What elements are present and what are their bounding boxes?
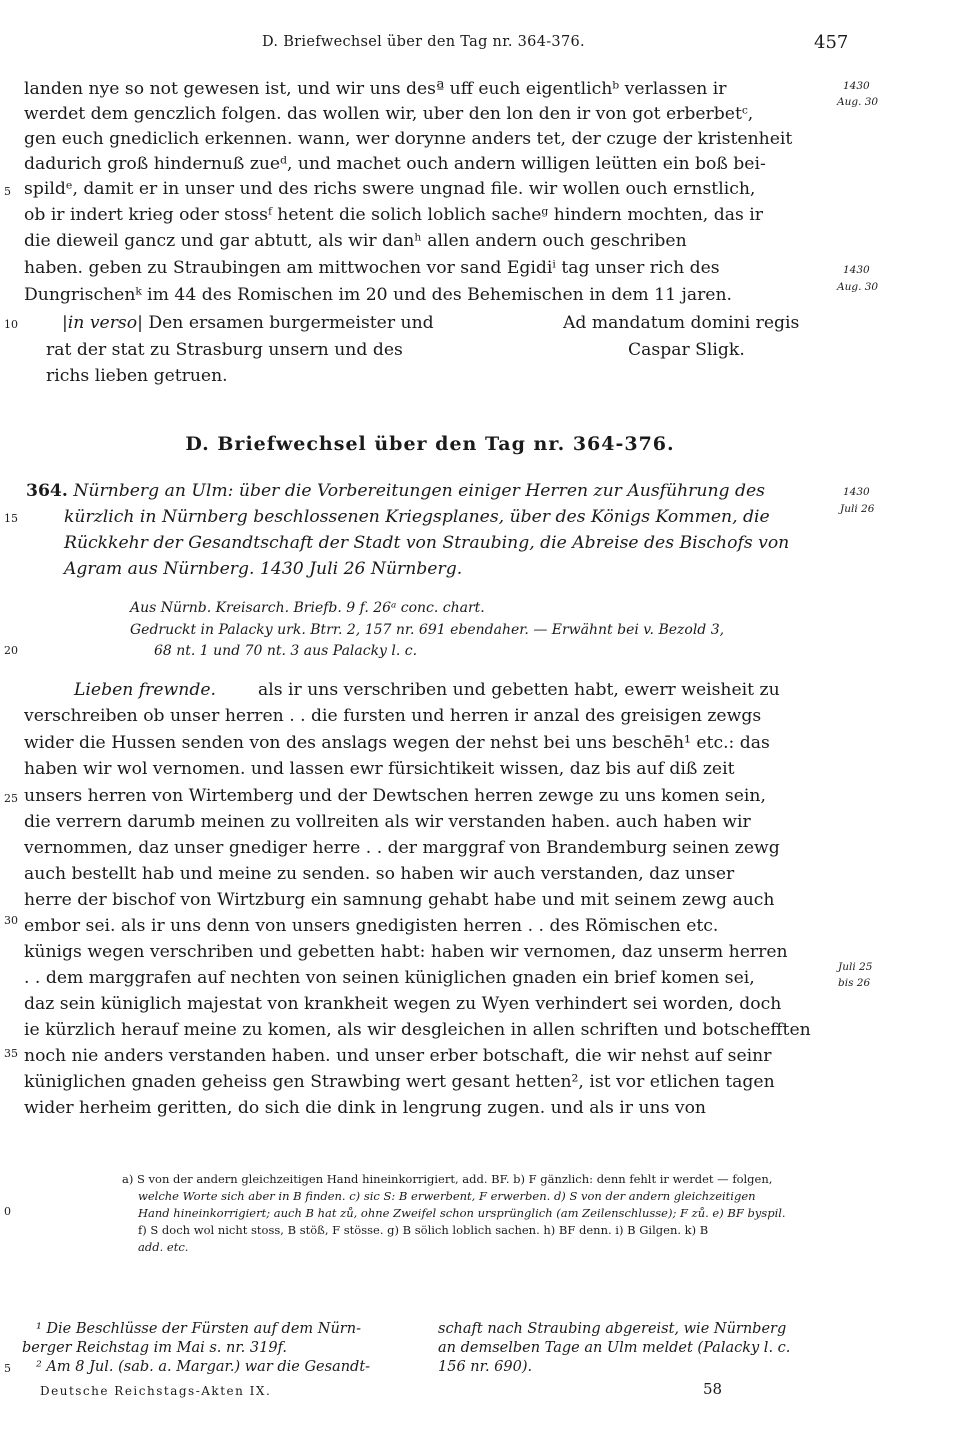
page-header (0, 34, 960, 58)
margin-date: 1430 (843, 486, 870, 498)
body-line: haben wir wol vernomen. und lassen ewr fürsichtikeit wissen, daz bis auf diß zeit (24, 759, 735, 779)
address-line-2: rat der stat zu Strasburg unsern und des (46, 340, 403, 360)
body-line: küniglichen gnaden geheiss gen Strawbing wert gesant hetten², ist vor etlichen tagen (24, 1072, 775, 1092)
line-number: 5 (4, 185, 11, 198)
body-line: embor sei. als ir uns denn von unsers gnedigisten herren . . des Römischen etc. (24, 916, 719, 936)
source-line-2: Gedruckt in Palacky urk. Btrr. 2, 157 nr. 691 ebendaher. — Erwähnt bei v. Bezold 3, (130, 622, 725, 638)
source-line-3: 68 nt. 1 und 70 nt. 3 aus Palacky l. c. (154, 643, 418, 659)
prev-line-1: landen nye so not gewesen ist, und wir uns desª uff euch eigentlichᵇ verlassen ir (24, 79, 727, 99)
footnote-line: an demselben Tage an Ulm meldet (Palacky l. c. (438, 1340, 791, 1356)
address-line-3: richs lieben getruen. (46, 366, 228, 386)
margin-date: Juli 25 (838, 961, 873, 973)
variant-note-line: Hand hineinkorrigiert; auch B hat zů, ohne Zweifel schon ursprünglich (am Zeilenschlusse); F zů. e) BF byspil. (138, 1206, 786, 1220)
margin-date: 1430 (843, 264, 870, 276)
footnote-line: schaft nach Straubing abgereist, wie Nürnberg (438, 1321, 787, 1337)
prev-line-5: spildᵉ, damit er in unser und des richs swere ungnad file. wir wollen ouch ernstlich, (24, 179, 756, 199)
signature-title: Deutsche Reichstags-Akten IX. (40, 1384, 272, 1398)
body-line: wider herheim geritten, do sich die dink in lengrung zugen. und als ir uns von (24, 1098, 707, 1118)
prev-line-4: dadurich groß hindernuß zueᵈ, und machet ouch andern willigen leütten ein boß bei- (24, 154, 766, 174)
body-line: ie kürzlich herauf meine zu komen, als wir desgleichen in allen schriften und botschefften (24, 1020, 811, 1040)
summary-line-3: Rückkehr der Gesandtschaft der Stadt von Straubing, die Abreise des Bischofs von (64, 533, 790, 553)
line-number: 10 (4, 318, 18, 331)
line-number: 0 (4, 1205, 11, 1218)
in-verso-label: in verso (67, 313, 138, 333)
footnote-line: ² Am 8 Jul. (sab. a. Margar.) war die Gesandt- (36, 1359, 371, 1375)
salutation: Lieben frewnde. (74, 680, 216, 700)
variant-note-line: f) S doch wol nicht stoss, B stöß, F stösse. g) B sölich loblich sachen. h) BF denn. i) B Gilgen. k) B (138, 1223, 709, 1237)
footnote-line: berger Reichstag im Mai s. nr. 319f. (22, 1340, 288, 1356)
line-number: 5 (4, 1362, 11, 1375)
margin-date: bis 26 (838, 977, 871, 989)
body-line: herre der bischof von Wirtzburg ein samnung gehabt habe und mit seinem zewg auch (24, 890, 775, 910)
page-number: 457 (814, 32, 849, 53)
section-heading: D. Briefwechsel über den Tag nr. 364-376. (185, 433, 675, 455)
sheet-number: 58 (703, 1380, 723, 1398)
address-line-1: Den ersamen burgermeister und (148, 313, 434, 333)
margin-date: Aug. 30 (837, 281, 879, 293)
mandatum-line: Ad mandatum domini regis (563, 313, 800, 333)
prev-line-6: ob ir indert krieg oder stossᶠ hetent die solich loblich sacheᵍ hindern mochten, das ir (24, 205, 763, 225)
line-number: 35 (4, 1047, 18, 1060)
margin-date: Juli 26 (840, 503, 875, 515)
body-line: . . dem marggrafen auf nechten von seinen küniglichen gnaden ein brief komen sei, (24, 968, 755, 988)
margin-date: 1430 (843, 80, 870, 92)
summary-line-4: Agram aus Nürnberg. 1430 Juli 26 Nürnberg. (64, 559, 463, 579)
prev-line-7: die dieweil gancz und gar abtutt, als wir danʰ allen andern ouch geschriben (24, 231, 687, 251)
prev-line-3: gen euch gnediclich erkennen. wann, wer dorynne anders tet, der czuge der kristenheit (24, 129, 793, 149)
line-number: 20 (4, 644, 18, 657)
prev-line-8: haben. geben zu Straubingen am mittwochen vor sand Egidiⁱ tag unser rich des (24, 258, 720, 278)
body-line: noch nie anders verstanden haben. und unser erber botschaft, die wir nehst auf seinr (24, 1046, 772, 1066)
variant-note-line: a) S von der andern gleichzeitigen Hand hineinkorrigiert, add. BF. b) F gänzlich: denn fehlt ir werdet — folgen, (122, 1172, 773, 1186)
body-line: auch bestellt hab und meine zu senden. so haben wir auch verstanden, daz unser (24, 864, 735, 884)
prev-line-9: Dungrischenᵏ im 44 des Romischen im 20 und des Behemischen in dem 11 jaren. (24, 285, 732, 305)
body-line: wider die Hussen senden von des anslags wegen der nehst bei uns beschēh¹ etc.: das (24, 733, 770, 753)
body-line: die verrern darumb meinen zu vollreiten als wir verstanden haben. auch haben wir (24, 812, 751, 832)
running-title: D. Briefwechsel über den Tag nr. 364-376. (262, 34, 585, 50)
body-line: unsers herren von Wirtemberg und der Dewtschen herren zewge zu uns komen sein, (24, 786, 766, 806)
body-line-1: als ir uns verschriben und gebetten habt, ewerr weisheit zu (258, 680, 780, 700)
body-line: vernommen, daz unser gnediger herre . . der marggraf von Brandemburg seinen zewg (24, 838, 780, 858)
prev-line-2: werdet dem genczlich folgen. das wollen wir, uber den lon den ir von got erberbetᶜ, (24, 104, 754, 124)
variant-note-line: add. etc. (138, 1240, 189, 1254)
line-number: 15 (4, 512, 18, 525)
footnote-line: 156 nr. 690). (438, 1359, 533, 1375)
signer: Caspar Sligk. (628, 340, 745, 360)
body-line: künigs wegen verschriben und gebetten habt: haben wir vernomen, daz unserm herren (24, 942, 788, 962)
body-line: daz sein küniglich majestat von krankheit wegen zu Wyen verhindert sei worden, doch (24, 994, 782, 1014)
body-line: verschreiben ob unser herren . . die fursten und herren ir anzal des greisigen zewgs (24, 706, 762, 726)
document-number: 364. (26, 481, 68, 501)
margin-date: Aug. 30 (837, 96, 879, 108)
summary-line-2: kürzlich in Nürnberg beschlossenen Kriegsplanes, über des Königs Kommen, die (64, 507, 770, 527)
summary-line-1: Nürnberg an Ulm: über die Vorbereitungen einiger Herren zur Ausführung des (73, 481, 765, 501)
source-line-1: Aus Nürnb. Kreisarch. Briefb. 9 f. 26ᵃ conc. chart. (130, 600, 485, 616)
line-number: 25 (4, 792, 18, 805)
line-number: 30 (4, 914, 18, 927)
variant-note-line: welche Worte sich aber in B finden. c) sic S: B erwerbent, F erwerben. d) S von der andern gleichzeitigen (138, 1189, 756, 1203)
footnote-line: ¹ Die Beschlüsse der Fürsten auf dem Nürn- (36, 1321, 361, 1337)
